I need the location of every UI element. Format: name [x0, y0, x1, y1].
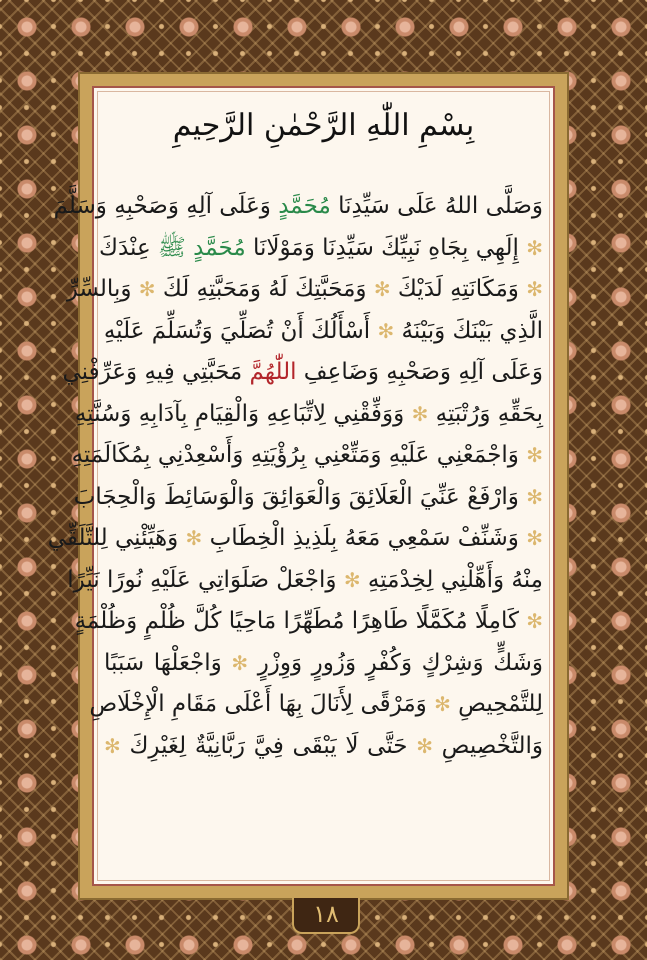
separator-star-icon: ✻: [411, 401, 429, 426]
text-segment: وَاجْعَلْ صَلَوَاتِي عَلَيْهِ نُورًا نَيِّرًا: [67, 566, 337, 593]
text-segment: بِحَقِّهِ وَرُتْبَتِهِ: [435, 400, 543, 427]
text-line: [73, 477, 543, 519]
text-segment: وَشَنِّفْ سَمْعِي مَعَهُ بِلَذِيذِ الْخِطَابِ: [209, 525, 519, 551]
text-line: [104, 643, 543, 685]
separator-star-icon: ✻: [377, 318, 395, 343]
separator-star-icon: ✻: [343, 567, 361, 592]
text-line: [71, 435, 543, 477]
text-segment: إِلَهِي بِجَاهِ نَبِيِّكَ سَيِّدِنَا وَمَوْلَانَا: [253, 234, 519, 261]
separator-star-icon: ✻: [526, 484, 543, 509]
text-segment: وَالتَّخْصِيصِ: [441, 732, 544, 759]
separator-star-icon: ✻: [526, 277, 543, 301]
text-line: [67, 560, 543, 602]
page-number: ١٨: [292, 898, 360, 934]
text-line: [104, 726, 543, 768]
page-paper: [47, 86, 555, 886]
text-line: [66, 269, 543, 311]
text-segment: وَمَحَبَّتِكَ لَهُ وَمَحَبَّتِهِ لَكَ: [162, 276, 367, 302]
separator-star-icon: ✻: [526, 235, 543, 260]
text-segment: وَارْفَعْ عَنِّيَ الْعَلَائِقَ وَالْعَوَائِقَ وَالْوَسَائِطَ وَالْحِجَابَ: [73, 483, 519, 510]
text-segment: وَعَلَى آلِهِ وَصَحْبِهِ وَضَاعِفِ: [303, 359, 543, 385]
text-segment: وَوَفِّقْنِي لِاتِّبَاعِهِ وَالْقِيَامِ بِآدَابِهِ وَسُنَّتِهِ: [74, 400, 405, 427]
text-line: [74, 601, 543, 643]
separator-star-icon: ✻: [104, 733, 121, 758]
separator-star-icon: ✻: [526, 526, 543, 550]
text-segment: كَامِلًا مُكَمَّلًا طَاهِرًا مُطَهِّرًا مَاحِيًا كُلَّ ظُلْمٍ وَظُلْمَةٍ: [74, 608, 519, 634]
text-line: [47, 518, 543, 560]
text-segment: لِلتَّمْحِيصِ: [458, 691, 543, 717]
separator-star-icon: ✻: [416, 733, 433, 758]
text-segment: وَصَلَّى اللهُ عَلَى سَيِّدِنَا: [338, 193, 543, 219]
allahumma-word: اللّٰهُمَّ: [249, 359, 297, 385]
separator-star-icon: ✻: [231, 650, 249, 675]
text-segment: حَتَّى لَا يَبْقَى فِيَّ رَبَّانِيَّةٌ لِغَيْرِكَ: [129, 732, 408, 759]
text-segment: وَشَكٍّ وَشِرْكٍ وَكُفْرٍ وَزُورٍ وَوِزْرٍ: [257, 649, 543, 676]
text-segment: الَّذِي بَيْنَكَ وَبَيْنَهُ: [401, 317, 543, 344]
separator-star-icon: ✻: [526, 443, 543, 467]
prophet-name: مُحَمَّدٍ ﷺ: [158, 234, 246, 261]
text-segment: وَهَيِّئْنِي لِلتَّلَقِّي: [47, 525, 179, 551]
prophet-name: مُحَمَّدٍ: [278, 193, 331, 219]
separator-star-icon: ✻: [526, 609, 543, 633]
text-line: [74, 394, 543, 436]
text-segment: وَاجْعَلْهَا سَبَبًا: [104, 649, 222, 676]
text-line: [99, 228, 543, 270]
text-segment: مَحَبَّتِي فِيهِ وَعَرِّفْنِي: [62, 359, 243, 385]
separator-star-icon: ✻: [373, 277, 391, 301]
text-line: [62, 352, 543, 394]
text-line: [53, 186, 543, 228]
text-segment: عِنْدَكَ: [99, 234, 151, 261]
separator-star-icon: ✻: [138, 277, 156, 301]
text-segment: أَسْأَلُكَ أَنْ تُصَلِّيَ وَتُسَلِّمَ عَلَيْهِ: [103, 317, 371, 344]
text-segment: وَعَلَى آلِهِ وَصَحْبِهِ وَسَلَّمَ: [53, 193, 271, 219]
text-segment: وَمَكَانَتِهِ لَدَيْكَ: [397, 276, 519, 302]
text-line: [89, 684, 543, 726]
text-segment: مِنْهُ وَأَهِّلْنِي لِخِدْمَتِهِ: [367, 566, 543, 593]
separator-star-icon: ✻: [185, 526, 203, 550]
text-segment: وَاجْمَعْنِي عَلَيْهِ وَمَتِّعْنِي بِرُؤْيَتِهِ وَأَسْعِدْنِي بِمُكَالَمَتِهِ: [71, 442, 519, 468]
text-line: [104, 311, 543, 353]
text-segment: وَمَرْقًى لِأَنَالَ بِهَا أَعْلَى مَقَامِ الْإِخْلَاصِ: [89, 691, 427, 717]
basmala-heading: بِسْمِ اللّٰهِ الرَّحْمٰنِ الرَّحِيمِ: [172, 108, 475, 143]
prayer-text: [47, 186, 544, 767]
text-segment: وَبِالسِّرِّ: [66, 276, 132, 302]
separator-star-icon: ✻: [434, 692, 451, 716]
